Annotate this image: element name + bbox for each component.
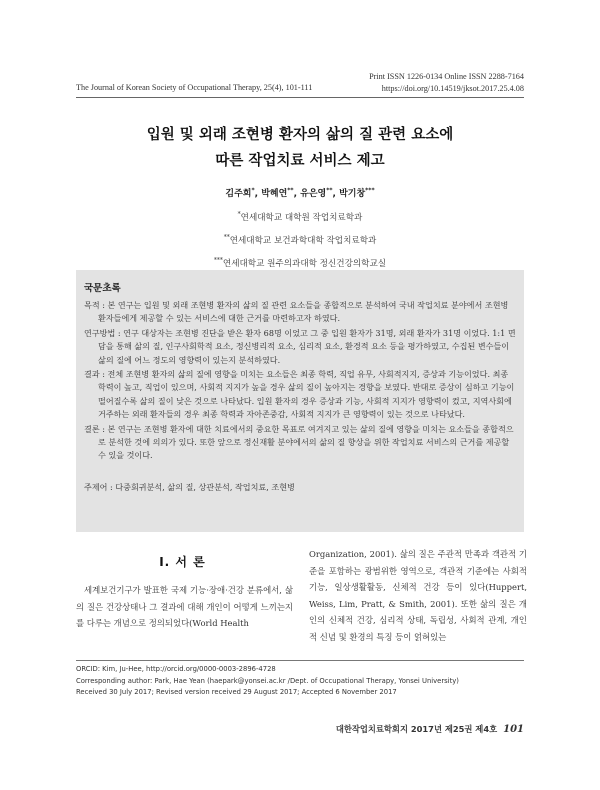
- author-mark: **: [287, 187, 294, 194]
- doi-text: https://doi.org/10.14519/jksot.2017.25.4.08: [381, 84, 524, 93]
- abstract-keywords: 주제어 : 다중회귀분석, 삶의 질, 상관분석, 작업치료, 조현병: [84, 481, 295, 492]
- corresponding-author-note: Corresponding author: Park, Hae Yean (haepark@yonsei.ac.kr /Dept. of Occupational Therapy, Yonsei University): [76, 676, 459, 685]
- author-name: 박기창: [339, 189, 366, 199]
- abstract-conclusion: 결론 : 본 연구는 조현병 환자에 대한 치료에서의 중요한 목표로 여겨지고 있는 삶의 질에 영향을 미치는 요소들을 종합적으로 분석한 것에 의의가 있다. 또한 앞으로 정신재활 분야에서의 삶의 질 향상을 위한 작업치료 서비스의 근거를 제공할 수 있을 것이다.: [84, 423, 514, 461]
- abstract-purpose: 목적 : 본 연구는 입원 및 외래 조현병 환자의 삶의 질 관련 요소들을 종합적으로 분석하여 국내 작업치료 분야에서 조현병 환자들에게 제공할 수 있는 서비스에 대한 근거를 마련하고자 하였다.: [84, 300, 509, 324]
- author-mark: *: [251, 187, 255, 194]
- affiliation-list: [0, 205, 600, 274]
- body-column-left: 세계보건기구가 발표한 국제 기능·장애·건강 분류에서, 삶의 질은 건강상태나 그 결과에 대해 개인이 어떻게 느끼는지를 다루는 개념으로 정의되었다(World Health: [76, 585, 293, 629]
- title-line-2: 따른 작업치료 서비스 제고: [215, 153, 385, 169]
- article-title: [0, 122, 600, 174]
- section-heading: Ⅰ. 서 론: [159, 555, 206, 569]
- header-divider: [76, 97, 524, 98]
- journal-citation: The Journal of Korean Society of Occupational Therapy, 25(4), 101-111: [76, 83, 313, 92]
- footer-journal: 대한작업치료학회지 2017년 제25권 제4호: [335, 724, 498, 734]
- footnotes: [76, 664, 459, 699]
- author-mark: **: [326, 187, 333, 194]
- page-number: 101: [503, 724, 524, 735]
- abstract-results: 결과 : 전체 조현병 환자의 삶의 질에 영향을 미치는 요소들은 최종 학력, 직업 유무, 사회적지지, 증상과 기능이었다. 최종 학력이 높고, 직업이 있으며, 사회적 지지가 높을 경우 삶의 질이 높아지는 경향을 보였다. 반대로 증상이 심하고 기능이 떨어질수록 삶의 질이 낮은 것으로 나타났다. 입원 환자의 경우 증상과 기능, 사회적 지지가 영향력이 컸고, 지역사회에 거주하는 외래 환자들의 경우 최종 학력과 자아존중감, 사회적 지지가 큰 영향력이 있는 것으로 나타났다.: [84, 369, 515, 420]
- abstract-heading: 국문초록: [84, 283, 121, 294]
- affiliation: **연세대학교 보건과학대학 작업치료학과: [223, 233, 377, 246]
- affiliation: ***연세대학교 원주의과대학 정신건강의학교실: [213, 256, 387, 269]
- author-list: 김주희*, 박혜연**, 유은영**, 박기창***: [225, 187, 375, 199]
- orcid-note: ORCID: Kim, Ju-Hee, http://orcid.org/0000-0003-2896-4728: [76, 665, 276, 673]
- body-column-right: Organization, 2001). 삶의 질은 주관적 만족과 객관적 기준을 포함하는 광범위한 영역으로, 객관적 기준에는 사회적 기능, 일상생활활동, 신체적 건강 등이 있다(Huppert, Weiss, Lim, Pratt, & Smith, 2001). 또한 삶의 질은 개인의 신체적 건강, 심리적 상태, 독립성, 사회적 관계, 개인적 신념 및 환경의 특징 등이 얽혀있는: [309, 549, 527, 642]
- header-issn-doi: [369, 71, 524, 95]
- author-mark: ***: [365, 187, 375, 194]
- affiliation: *연세대학교 대학원 작업치료학과: [237, 211, 363, 223]
- abstract-method: 연구방법 : 연구 대상자는 조현병 진단을 받은 환자 68명 이었고 그 중 입원 환자가 31명, 외래 환자가 31명 이었다. 1:1 면담을 통해 삶의 질, 인구사회학적 요소, 정신병리적 요소, 심리적 요소, 환경적 요소 등을 평가하였고, 수집된 변수들이 삶의 질에 어느 정도의 영향력이 있는지 분석하였다.: [84, 327, 516, 365]
- author-name: 박혜연: [261, 189, 288, 199]
- author-name: 김주희: [225, 189, 252, 199]
- title-line-1: 입원 및 외래 조현병 환자의 삶의 질 관련 요소에: [146, 127, 454, 143]
- author-name: 유은영: [300, 189, 327, 199]
- page-footer: [336, 723, 524, 735]
- abstract-box: [76, 270, 524, 532]
- issn-text: Print ISSN 1226-0134 Online ISSN 2288-7164: [369, 72, 524, 81]
- footnote-divider: [76, 660, 524, 661]
- received-dates-note: Received 30 July 2017; Revised version received 29 August 2017; Accepted 6 November 2017: [76, 688, 397, 696]
